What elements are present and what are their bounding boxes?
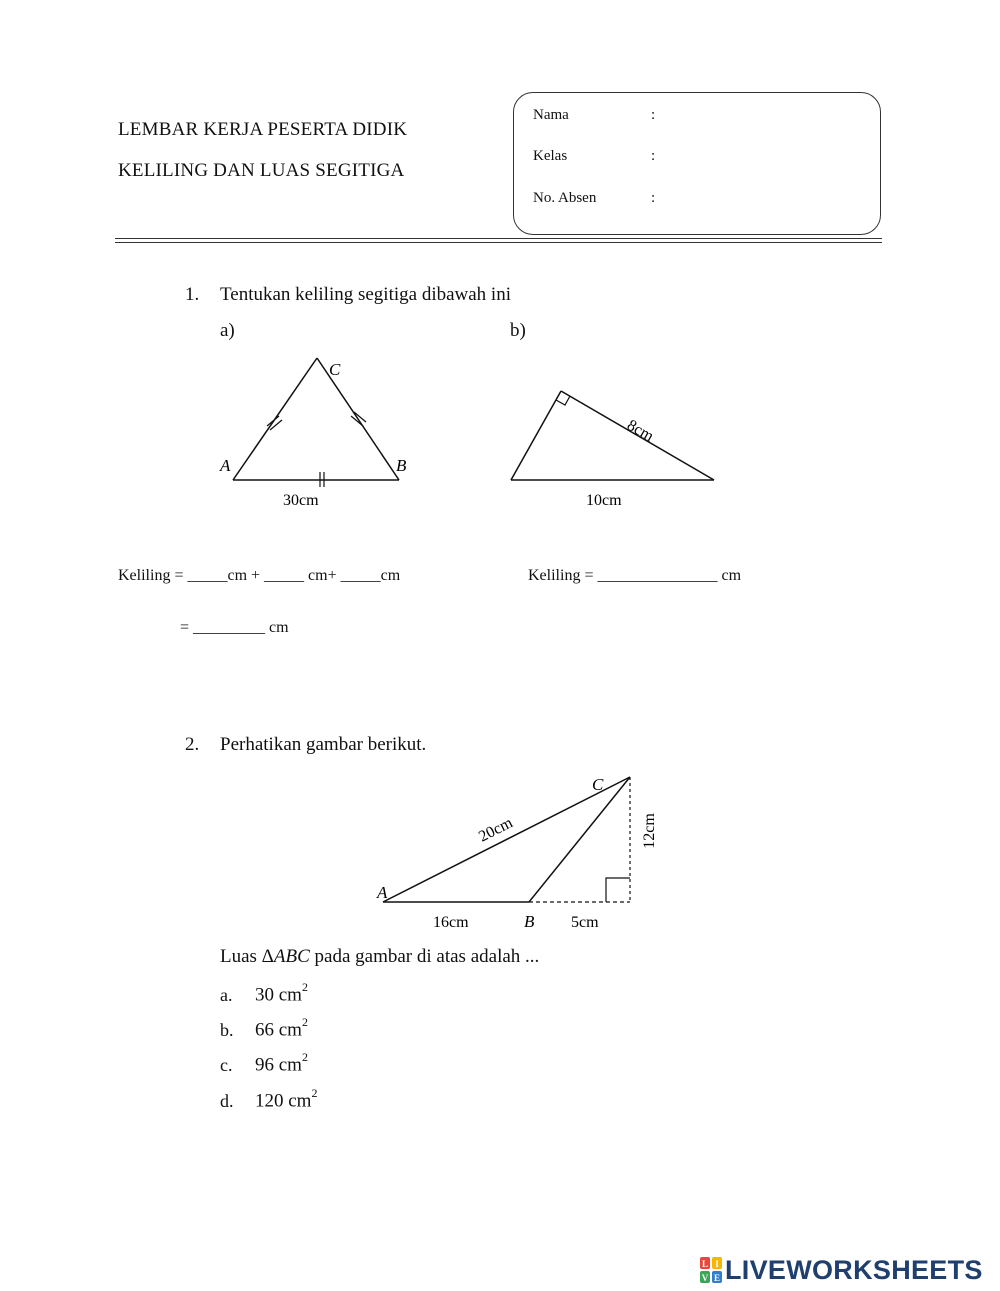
q2-question-abc: ABC [273,946,310,967]
option-value: 120 $cm^2$ [255,1086,318,1112]
fig-a-base-label: 30cm [283,492,319,509]
q2-number: 2. [185,734,200,755]
q2-height-label: 12cm [641,813,658,849]
q2-vertex-c: C [592,775,604,794]
header-divider-top [115,238,882,239]
q2-side-ac [383,777,630,902]
option-value: 30 $cm^2$ [255,980,308,1006]
fig-a-vertex-c: C [329,360,341,379]
class-label: Kelas [533,148,568,164]
q2-vertex-a: A [377,883,388,902]
worksheet-title: LEMBAR KERJA PESERTA DIDIK [118,119,408,140]
option-value: 96 $cm^2$ [255,1050,308,1076]
svg-text:L: L [701,1259,709,1269]
q2-figure [370,765,670,935]
liveworksheets-logo-icon [700,1257,722,1283]
option-letter: d. [220,1091,234,1111]
fig-a-vertex-a: A [220,456,231,475]
fig-b-leg [511,391,561,480]
fig-b-hyp-label: 8cm [624,416,657,446]
q2-question-prefix: Luas Δ [220,946,274,967]
svg-text:V: V [701,1273,709,1283]
class-field[interactable]: : [651,148,656,164]
q2-side-bc [529,777,630,902]
svg-text:E: E [713,1273,721,1283]
absen-label: No. Absen [533,190,597,206]
worksheet-subtitle: KELILING DAN LUAS SEGITIGA [118,160,405,181]
q1b-keliling-line1[interactable]: Keliling = _______________ cm [528,567,742,584]
q2-vertex-b: B [524,912,535,931]
q2-ac-label: 20cm [476,814,516,846]
q1a-keliling-line2[interactable]: = _________ cm [180,619,289,636]
name-label: Nama [533,107,569,123]
q2-question [220,946,539,968]
option-letter: b. [220,1020,234,1040]
fig-b-base-label: 10cm [586,492,622,509]
fig-a-vertex-b: B [396,456,407,475]
option-letter: c. [220,1055,233,1075]
option-value: 66 $cm^2$ [255,1015,308,1041]
name-field[interactable]: : [651,107,656,123]
q1-figure-a [210,350,430,515]
q1-part-b-label: b) [510,320,526,341]
q2-right-angle [606,878,630,902]
q1-figure-b [500,380,730,515]
liveworksheets-brand-text: LIVEWORKSHEETS [725,1254,983,1285]
q1-part-a-label: a) [220,320,235,341]
svg-text:I: I [715,1259,719,1269]
q1-text: Tentukan keliling segitiga dibawah ini [220,284,511,305]
option-letter: a. [220,985,233,1005]
q2-ext-label: 5cm [571,914,599,931]
q1-number: 1. [185,284,200,305]
identity-box [513,92,881,235]
q2-question-suffix: pada gambar di atas adalah ... [309,946,540,967]
q2-text: Perhatikan gambar berikut. [220,734,427,755]
liveworksheets-logo [700,1255,983,1285]
q2-ab-label: 16cm [433,914,469,931]
header-divider-bottom [115,242,882,243]
q1a-keliling-line1[interactable]: Keliling = _____cm + _____ cm+ _____cm [118,567,401,584]
absen-field[interactable]: : [651,190,656,206]
